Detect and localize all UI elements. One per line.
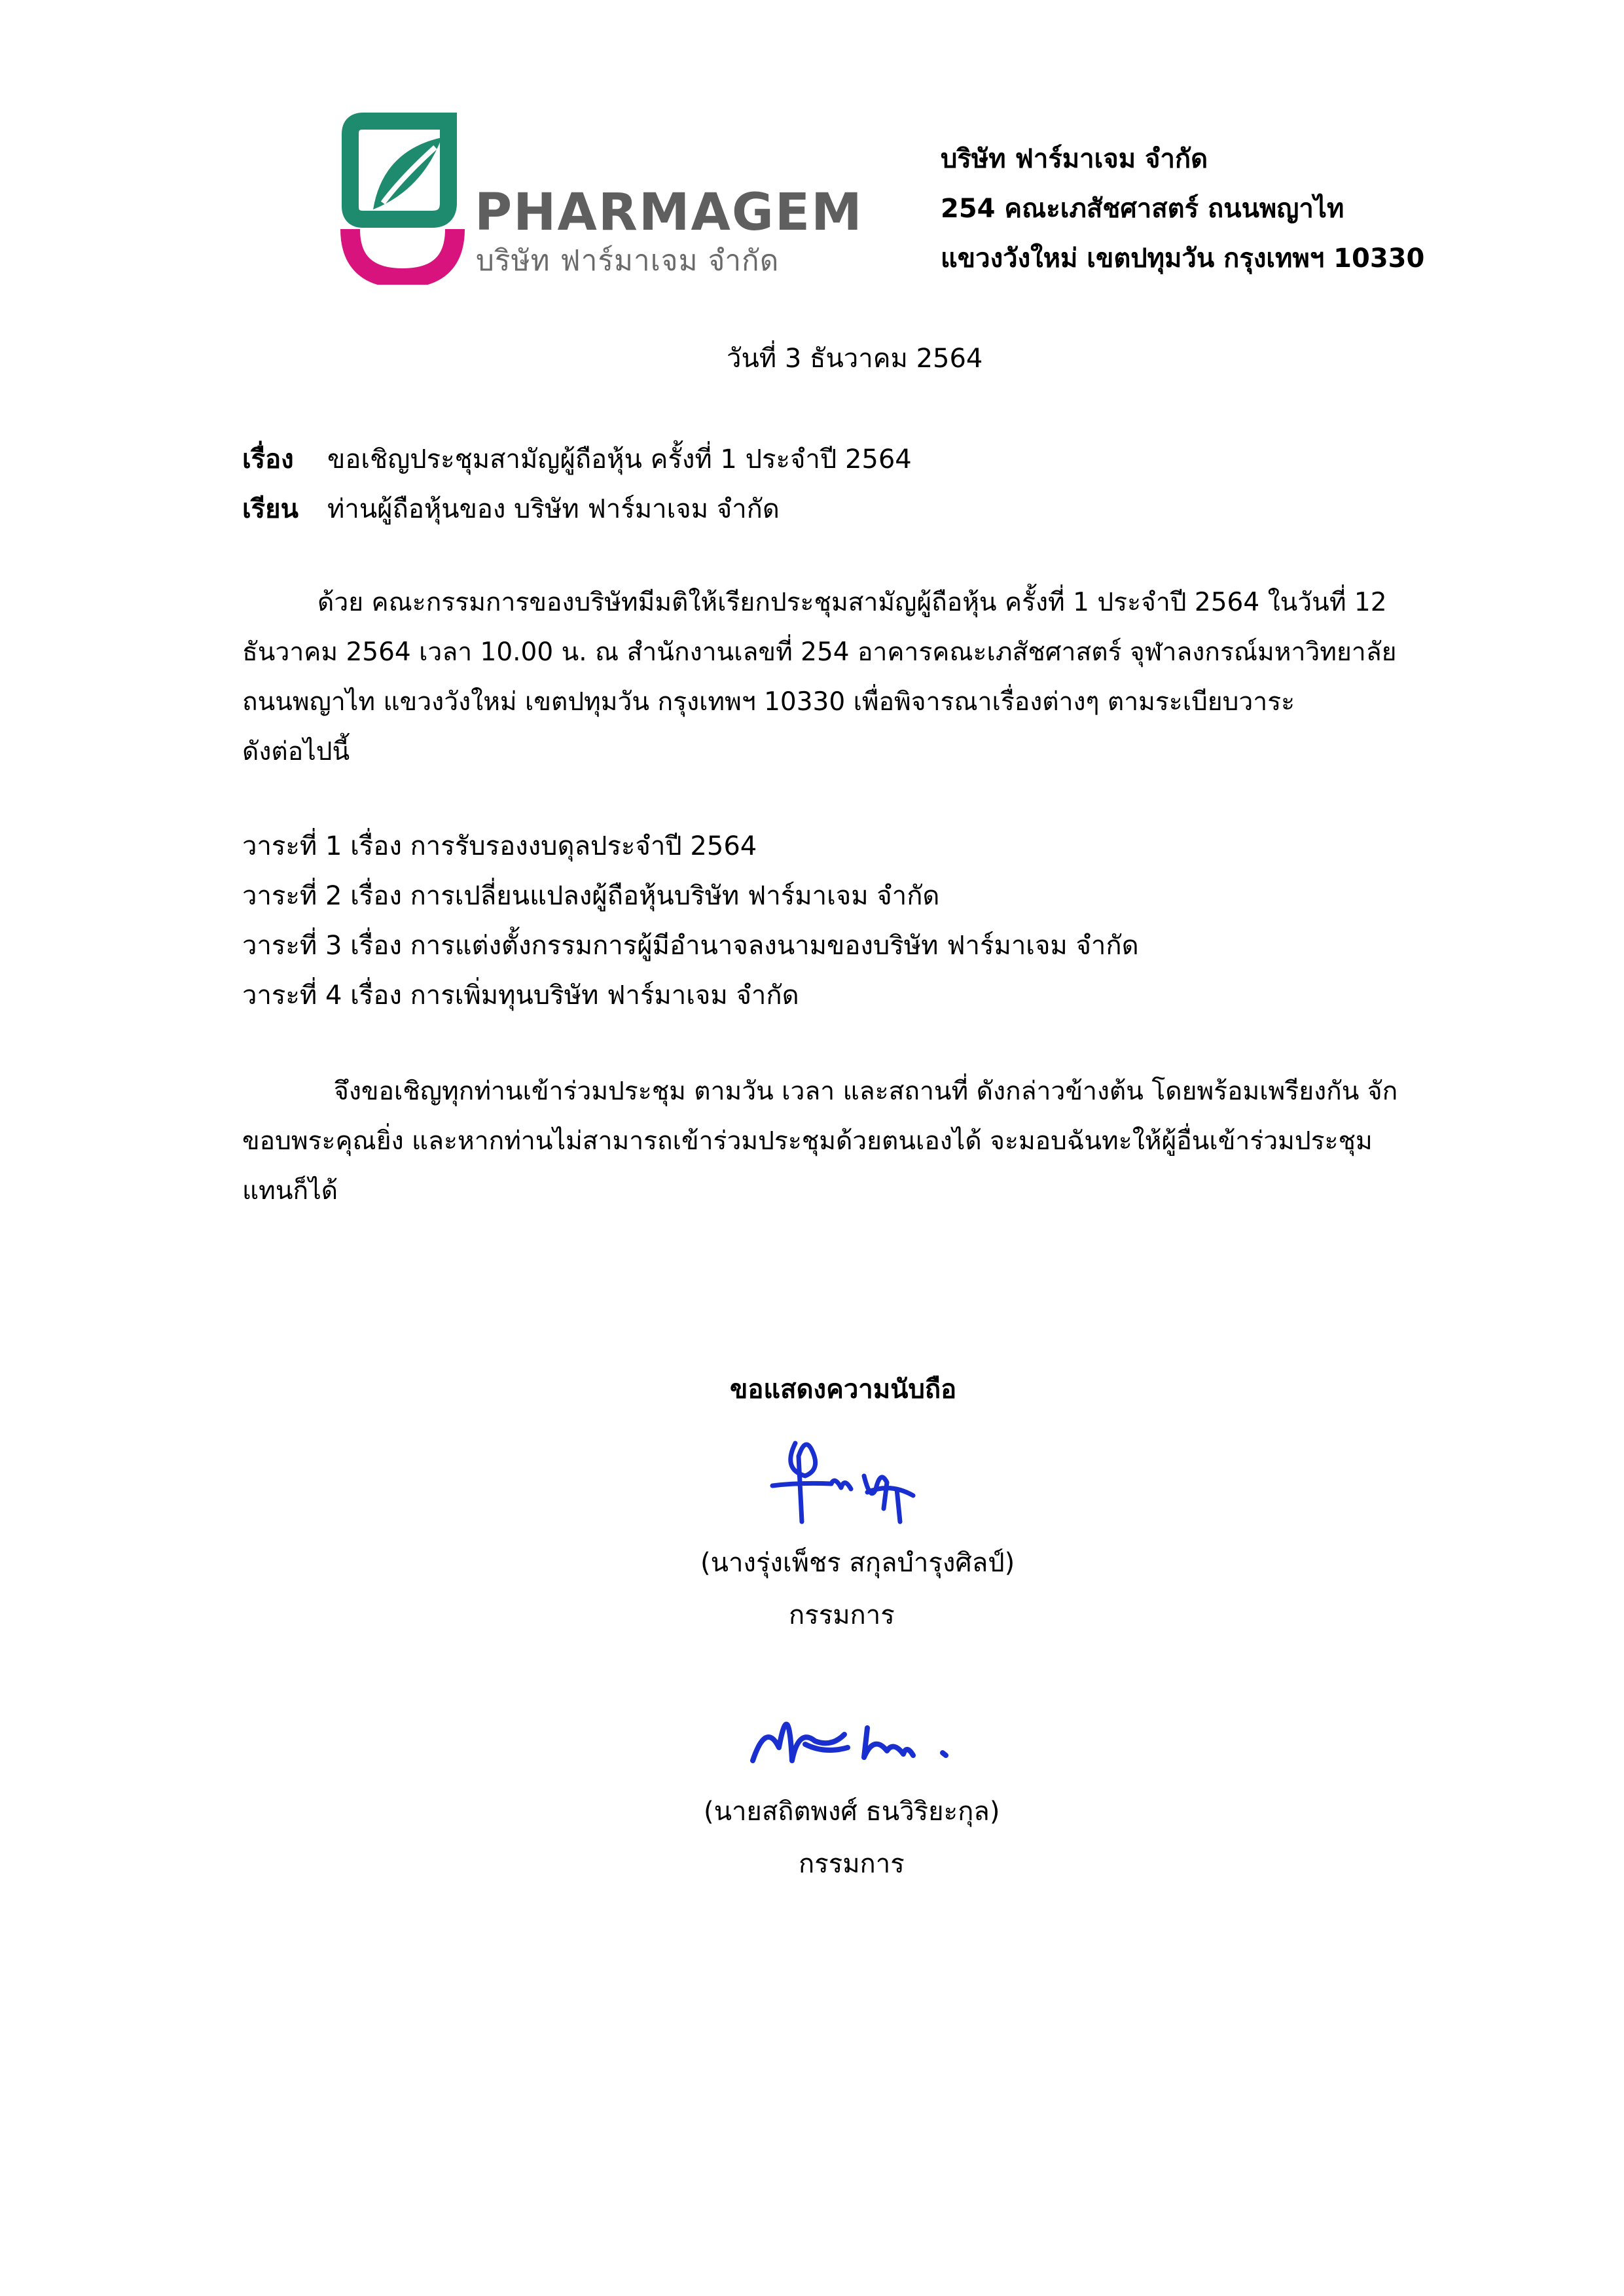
company-address-block xyxy=(941,134,1424,283)
body-paragraph-1 xyxy=(242,578,1466,777)
company-logo xyxy=(337,111,863,285)
body-paragraph-2 xyxy=(242,1067,1466,1216)
letter-date: วันที่ 3 ธันวาคม 2564 xyxy=(727,344,983,374)
closing-salutation: ขอแสดงความนับถือ xyxy=(730,1374,957,1405)
paragraph-line: แทนก็ได้ xyxy=(242,1176,338,1206)
agenda-item: วาระที่ 2 เรื่อง การเปลี่ยนแปลงผู้ถือหุ้นบริษัท ฟาร์มาเจม จำกัด xyxy=(242,881,940,911)
address-line-2: แขวงวังใหม่ เขตปทุมวัน กรุงเทพฯ 10330 xyxy=(941,243,1425,274)
signatory-1-name: (นางรุ่งเพ็ชร สกุลบำรุงศิลป์) xyxy=(700,1548,1015,1578)
logo-thai-name: บริษัท ฟาร์มาเจม จำกัด xyxy=(476,244,780,278)
signatory-1-title: กรรมการ xyxy=(789,1600,895,1630)
subject-line xyxy=(242,435,912,484)
company-name: บริษัท ฟาร์มาเจม จำกัด xyxy=(941,144,1208,174)
agenda-item: วาระที่ 3 เรื่อง การแต่งตั้งกรรมการผู้มีอำนาจลงนามของบริษัท ฟาร์มาเจม จำกัด xyxy=(242,931,1139,961)
paragraph-line: ด้วย คณะกรรมการของบริษัทมีมติให้เรียกประชุมสามัญผู้ถือหุ้น ครั้งที่ 1 ประจำปี 2564 ในวันที่ 12 xyxy=(317,588,1387,617)
recipient-text: ท่านผู้ถือหุ้นของ บริษัท ฟาร์มาเจม จำกัด xyxy=(327,494,780,524)
paragraph-line: ขอบพระคุณยิ่ง และหากท่านไม่สามารถเข้าร่วมประชุมด้วยตนเองได้ จะมอบฉันทะให้ผู้อื่นเข้าร่วมประชุม xyxy=(242,1126,1373,1156)
agenda-item: วาระที่ 4 เรื่อง การเพิ่มทุนบริษัท ฟาร์มาเจม จำกัด xyxy=(242,980,799,1011)
subject-text: ขอเชิญประชุมสามัญผู้ถือหุ้น ครั้งที่ 1 ประจำปี 2564 xyxy=(327,444,912,475)
paragraph-line: จึงขอเชิญทุกท่านเข้าร่วมประชุม ตามวัน เวลา และสถานที่ ดังกล่าวข้างต้น โดยพร้อมเพรียงกัน จัก xyxy=(334,1077,1398,1106)
recipient-line xyxy=(242,484,912,534)
signatory-2-title: กรรมการ xyxy=(799,1849,905,1879)
signature-1-image xyxy=(759,1430,929,1535)
paragraph-line: ธันวาคม 2564 เวลา 10.00 น. ณ สำนักงานเลขที่ 254 อาคารคณะเภสัชศาสตร์ จุฬาลงกรณ์มหาวิทยาลัย xyxy=(242,637,1397,667)
recipient-label: เรียน xyxy=(242,494,298,524)
agenda-list xyxy=(242,821,1139,1020)
subject-label: เรื่อง xyxy=(242,444,294,475)
logo-wordmark: PHARMAGEM xyxy=(475,183,863,242)
leaf-logo-icon xyxy=(337,111,468,285)
signature-2-image xyxy=(740,1682,975,1780)
letter-header xyxy=(242,435,912,534)
agenda-item: วาระที่ 1 เรื่อง การรับรองงบดุลประจำปี 2564 xyxy=(242,831,757,861)
paragraph-line: ดังต่อไปนี้ xyxy=(242,737,350,766)
signatory-2-name: (นายสถิตพงศ์ ธนวิริยะกุล) xyxy=(704,1797,1000,1827)
paragraph-line: ถนนพญาไท แขวงวังใหม่ เขตปทุมวัน กรุงเทพฯ 10330 เพื่อพิจารณาเรื่องต่างๆ ตามระเบียบวาระ xyxy=(242,687,1295,717)
address-line-1: 254 คณะเภสัชศาสตร์ ถนนพญาไท xyxy=(941,194,1344,224)
